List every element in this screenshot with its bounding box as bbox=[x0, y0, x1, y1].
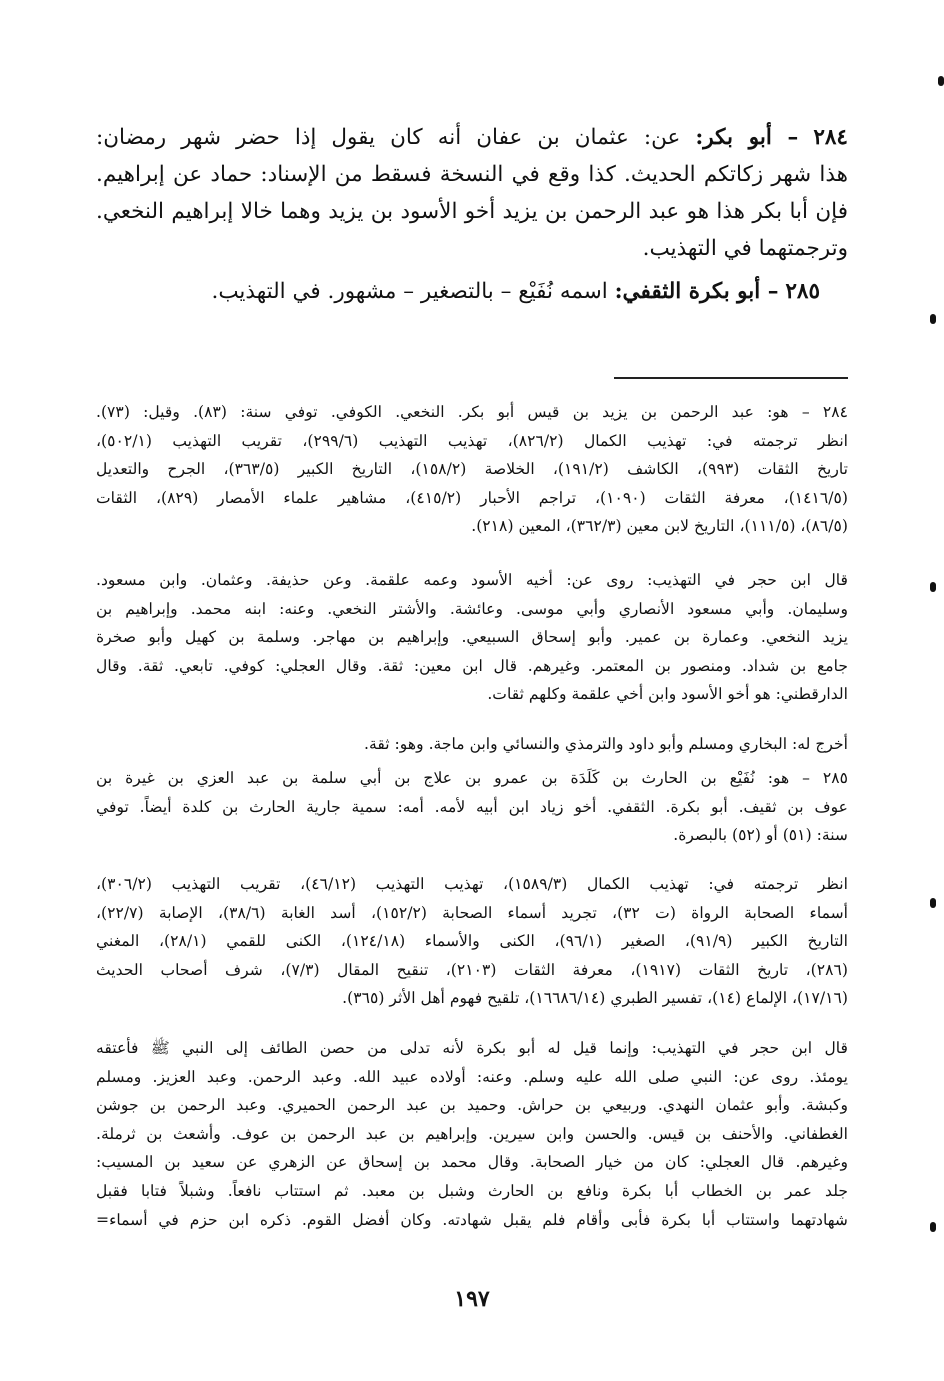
fn-line: (١٧/١٦)، الإلماع (١٤)، تفسير الطبري (١٦٦٨٦/١٤)، تلقيح فهوم أهل الأثر (٣٦٥). bbox=[342, 989, 848, 1008]
page-number: ١٩٧ bbox=[454, 1286, 490, 1312]
fn-line: انظر ترجمته في: تهذيب الكمال (١٥٨٩/٣)، تهذيب التهذيب (٤٦/١٢)، تقريب التهذيب (٣٠٦/٢)، bbox=[96, 875, 848, 893]
fn-line: قال ابن حجر في التهذيب: روى عن: أخيه الأسود وعمه علقمة. وعن حذيفة. وعثمان. وابن مسعود. bbox=[96, 571, 848, 589]
fn-line: التاريخ الكبير (٩١/٩)، الصغير (٩٦/١)، الكنى والأسماء (١٢٤/١٨)، الكنى للقمي (٢٨/١)، المغني bbox=[96, 932, 848, 951]
fn-line: جامع بن شداد. ومنصور بن المعتمر. وغيرهم. قال ابن معين: ثقة. وقال العجلي: كوفي. تابعي. ثقة. وقال bbox=[96, 656, 848, 675]
fn-line: أخرج له: البخاري ومسلم وأبو داود والترمذي والنسائي وابن ماجة. وهو: ثقة. bbox=[364, 735, 848, 753]
footnote-284-ibn-hajar bbox=[96, 566, 848, 709]
entry-285-name: أبو بكرة الثقفي: bbox=[614, 279, 761, 304]
entry-284-number: ٢٨٤ bbox=[813, 125, 848, 150]
fn-line: عوف بن ثقيف. أبو بكرة. الثقفي. أخو زياد ابن أبيه لأمه. أمه: سمية جارية الحارث بن كلدة أيضاً. توفي bbox=[96, 797, 848, 816]
fn-line: يومئذ. روى عن: النبي صلى الله عليه وسلم. وعنه: أولاده عبيد الله. وعبد الرحمن. وعبد العزيز. ومسلم bbox=[96, 1067, 848, 1086]
entry-284-line-4: وترجمتهما في التهذيب. bbox=[642, 236, 848, 261]
fn-line: قال ابن حجر في التهذيب: وإنما قيل له أبو بكرة لأنه تدلى من حصن الطائف إلى النبي ﷺ فأعتقه bbox=[96, 1039, 848, 1057]
footnote-separator bbox=[614, 377, 848, 379]
fn-line: تاريخ الثقات (٩٩٣)، الكاشف (١٩١/٢)، الخلاصة (١٥٨/٢)، التاريخ الكبير (٣٦٣/٥)، الجرح والتعديل bbox=[96, 460, 848, 479]
entry-284-name: أبو بكر: bbox=[695, 125, 772, 150]
footnote-284-takhrij bbox=[96, 730, 848, 759]
fn-line: سنة: (٥١) أو (٥٢) بالبصرة. bbox=[673, 826, 848, 845]
entry-285-text: اسمه نُفَيْع – بالتصغير – مشهور. في التهذيب. bbox=[211, 279, 608, 304]
fn-line: (١٤١٦/٥)، معرفة الثقات (١٠٩٠)، تراجم الأحبار (٤١٥/٢)، مشاهير علماء الأمصار (٨٢٩)، الثقات bbox=[96, 488, 848, 507]
entry-284-line-3: فإن أبا بكر هذا هو عبد الرحمن بن يزيد أخو الأسود بن يزيد وهما خالا إبراهيم النخعي. bbox=[96, 199, 848, 224]
scan-mark bbox=[930, 1222, 936, 1232]
fn-line: (٢٨٦)، تاريخ الثقات (١٩١٧)، معرفة الثقات (٢١٠٣)، تنقيح المقال (٧/٣)، شرف أصحاب الحديث bbox=[96, 960, 848, 979]
main-entries bbox=[96, 119, 848, 310]
fn-line: ٢٨٥ – هو: نُفَيْع بن الحارث بن كَلَدَة بن عمرو بن علاج بن أبي سلمة بن عبد العزي بن غيرة بن bbox=[96, 769, 848, 787]
footnote-285-bio bbox=[96, 764, 848, 850]
fn-line: أسماء الصحابة الرواة (ت ٣٢)، تجريد أسماء الصحابة (١٥٢/٢)، أسد الغابة (٣٨/٦)، الإصابة (٢٢/٧)، bbox=[96, 903, 848, 922]
scan-mark bbox=[930, 898, 936, 908]
fn-line: ٢٨٤ – هو: عبد الرحمن بن يزيد بن قيس أبو بكر. النخعي. الكوفي. توفي سنة: (٨٣). وقيل: (٧٣). bbox=[96, 403, 848, 421]
fn-line: (٨٦/٥)، (١١١/٥)، التاريخ لابن معين (٣٦٢/٣)، المعين (٢١٨). bbox=[471, 517, 848, 536]
entry-285-line: ٢٨٥ – أبو بكرة الثقفي: اسمه نُفَيْع – بالتصغير – مشهور. في التهذيب. bbox=[211, 279, 820, 304]
fn-line: الدارقطني: هو أخو الأسود وابن أخي علقمة وكلهم ثقات. bbox=[487, 685, 848, 704]
fn-line: وغيرهم. قال العجلي: كان من خيار الصحابة. وقال محمد بن إسحاق عن الزهري عن سعيد بن المسيب: bbox=[96, 1153, 848, 1172]
footnote-284-bio bbox=[96, 398, 848, 541]
scan-mark bbox=[938, 76, 944, 86]
footnote-285-ibn-hajar bbox=[96, 1034, 848, 1234]
fn-line: الغطفاني. والأحنف بن قيس. والحسن وابن سيرين. وإبراهيم بن عبد الرحمن بن عوف. وأشعث بن ثرملة. bbox=[96, 1124, 848, 1143]
fn-line: شهادتهما واستتاب أبا بكرة فأبى وأقام فلم يقبل شهادته. وكان أفضل القوم. ذكره ابن حزم في أسماء= bbox=[96, 1210, 848, 1229]
entry-284-text: عن: عثمان بن عفان أنه كان يقول إذا حضر شهر رمضان: bbox=[96, 125, 681, 150]
footnote-285-refs bbox=[96, 870, 848, 1013]
scan-mark bbox=[930, 582, 936, 592]
fn-line: وسليمان. وأبي مسعود الأنصاري وأبي موسى. وعائشة. والأشتر النخعي. وعنه: ابنه محمد. وإبراهيم بن bbox=[96, 599, 848, 618]
fn-line: وكبشة. وأبو عثمان النهدي. وربيعي بن حراش. وحميد بن عبد الرحمن الحميري. وعبد الرحمن بن جوشن bbox=[96, 1096, 848, 1115]
fn-line: يزيد النخعي. وعمارة بن عمير. وأبو إسحاق السبيعي. وإبراهيم بن مهاجر. وسلمة بن كهيل وأبو صخرة bbox=[96, 628, 848, 647]
entry-284-line-1: ٢٨٤ – أبو بكر: عن: عثمان بن عفان أنه كان يقول إذا حضر شهر رمضان: bbox=[96, 125, 848, 150]
scan-mark bbox=[930, 314, 936, 324]
fn-line: انظر ترجمته في: تهذيب الكمال (٨٢٦/٢)، تهذيب التهذيب (٢٩٩/٦)، تقريب التهذيب (٥٠٢/١)، bbox=[96, 431, 848, 450]
fn-line: جلد عمر بن الخطاب أبا بكرة ونافع بن الحارث وشبل بن معبد. ثم استتاب نافعاً. وشبلاً فتابا فقبل bbox=[96, 1181, 848, 1200]
entry-284-line-2: هذا شهر زكاتكم الحديث. كذا وقع في النسخة فسقط من الإسناد: حماد عن إبراهيم. bbox=[96, 162, 848, 187]
entry-285-number: ٢٨٥ bbox=[785, 279, 820, 304]
